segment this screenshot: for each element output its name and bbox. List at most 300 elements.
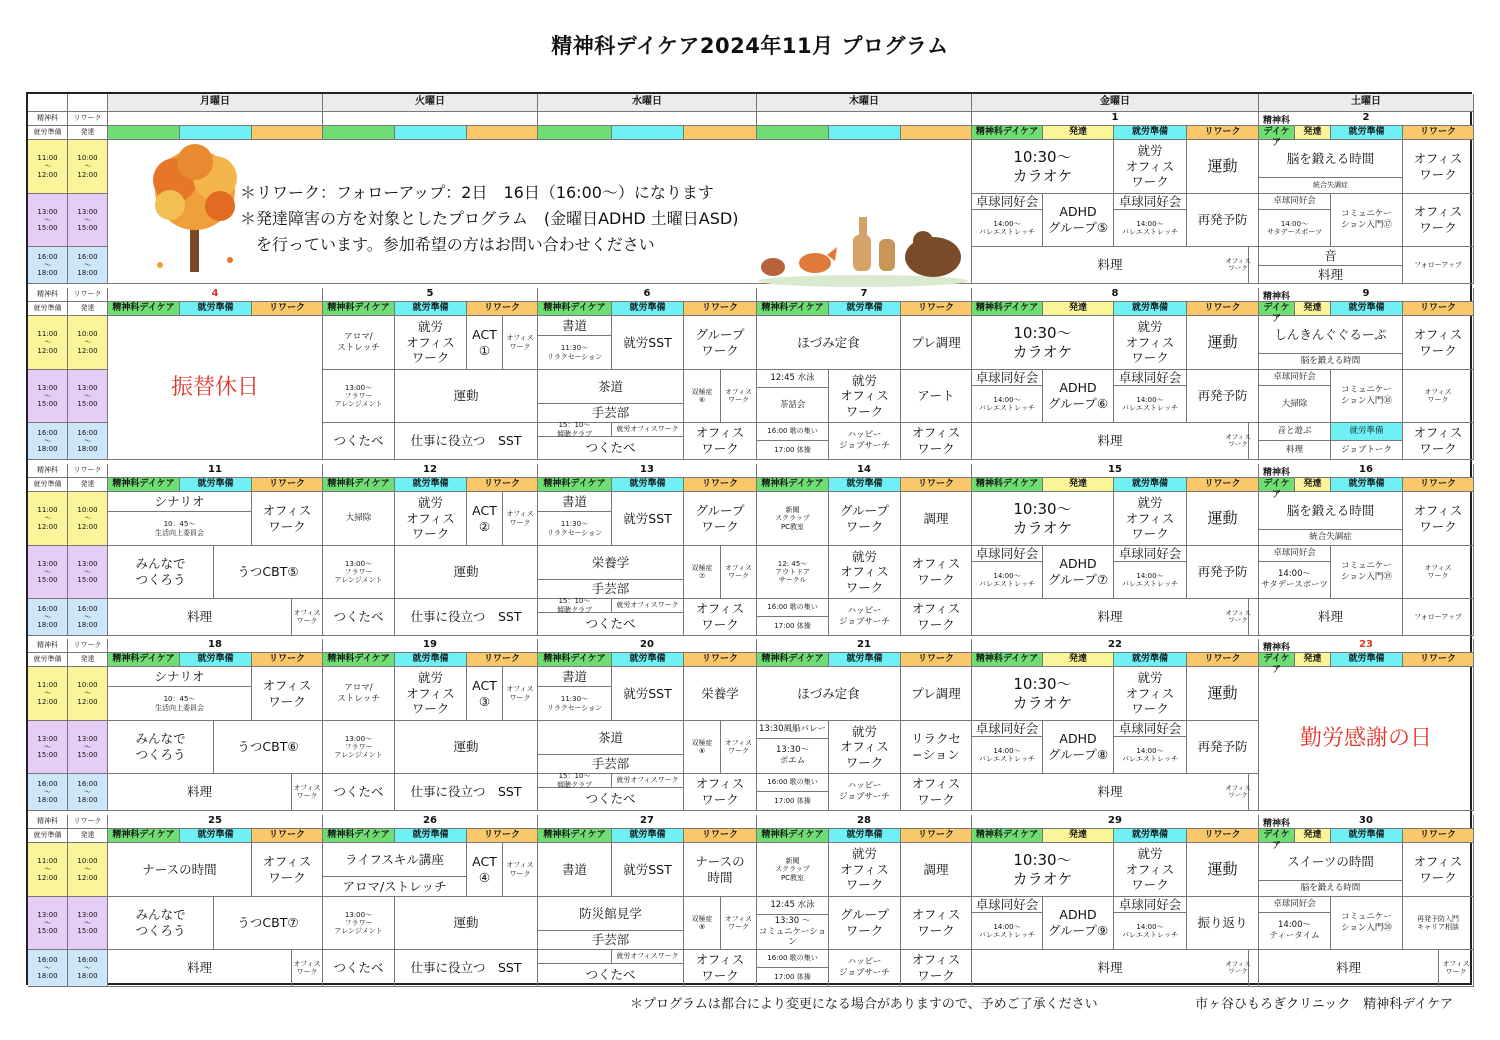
activity: 運動 <box>395 370 538 423</box>
activity: ほづみ定食 <box>757 667 901 721</box>
activity: 大掃除 <box>323 492 395 546</box>
program-label: 就労準備 <box>180 829 252 843</box>
activity: 就労 オフィス ワーク <box>1114 843 1187 897</box>
holiday-label: 勤労感謝の日 <box>1259 667 1474 811</box>
activity: 14:00〜 バレエストレッチ <box>972 913 1043 950</box>
program-label: 就労準備 <box>395 653 467 667</box>
activity: 脳を鍛える時間 <box>1259 140 1403 178</box>
activity: 料理 <box>108 774 292 811</box>
program-label: リワーク <box>467 653 538 667</box>
program-label: 精神科デイケア <box>1259 829 1295 843</box>
program-label: 精神科デイケア <box>757 478 829 492</box>
activity: 茶道 <box>538 370 684 404</box>
footer-note: ＊プログラムは都合により変更になる場合がありますので、予めご了承ください <box>630 997 1098 1012</box>
activity: 脳を鍛える時間 <box>1259 354 1403 370</box>
activity: 双極症 ⑦ <box>684 546 721 599</box>
activity: 15：10〜 傾聴クラブ <box>538 599 612 613</box>
activity: アロマ/ ストレッチ <box>323 667 395 721</box>
time-label: 11:00 〜 12:00 <box>28 843 68 897</box>
date-number: 22 <box>972 639 1259 653</box>
program-label: リワーク <box>1403 653 1474 667</box>
program-label: 発達 <box>1043 478 1114 492</box>
activity: 卓球同好会 <box>972 897 1043 913</box>
corner-cell <box>28 94 68 112</box>
activity: 料理 <box>1259 599 1403 636</box>
activity: 卓球同好会 <box>1259 370 1331 386</box>
program-label: 精神科デイケア <box>538 829 612 843</box>
activity: 14:00〜 バレエストレッチ <box>972 386 1043 423</box>
activity: うつCBT⑦ <box>214 897 323 950</box>
activity: フォローアップ <box>1403 247 1474 284</box>
day-header: 月曜日 <box>108 94 323 112</box>
activity: 就労 オフィス ワーク <box>395 492 467 546</box>
activity: 14:00〜 サタデースポーツ <box>1259 210 1331 247</box>
activity: ADHD グループ⑧ <box>1043 721 1114 774</box>
time-label: 16:00 〜 18:00 <box>28 774 68 811</box>
program-label: 精神科デイケア <box>972 829 1043 843</box>
activity: ADHD グループ⑥ <box>1043 370 1114 423</box>
activity: つくたべ <box>538 788 684 811</box>
time-label: 10:00 〜 12:00 <box>68 843 108 897</box>
activity: 11:30〜 リラクセーション <box>538 336 612 370</box>
activity: アート <box>901 370 972 423</box>
activity: 調理 <box>901 492 972 546</box>
activity: 14:00〜 ティータイム <box>1259 913 1331 950</box>
activity: 14:00〜 バレエストレッチ <box>1114 210 1187 247</box>
activity: 14:00〜 バレエストレッチ <box>972 562 1043 599</box>
program-label: 精神科デイケア <box>972 126 1043 140</box>
program-label: 精神科デイケア <box>108 829 180 843</box>
program-label: リワーク <box>467 478 538 492</box>
activity: 防災館見学 <box>538 897 684 931</box>
activity: 11:30〜 リラクセーション <box>538 512 612 546</box>
program-label: 精神科デイケア <box>323 478 395 492</box>
activity: 16:00 歌の集い <box>757 423 829 441</box>
activity: オフィス ワーク <box>1403 370 1474 423</box>
program-label: リワーク <box>1187 829 1259 843</box>
activity: オフィス ワーク <box>503 492 538 546</box>
activity: つくたべ <box>323 599 395 636</box>
activity: オフィス ワーク <box>1218 247 1259 284</box>
program-label: 精神科デイケア <box>108 302 180 316</box>
activity: 15：10〜 傾聴クラブ <box>538 774 612 788</box>
date-number: 18 <box>108 639 323 653</box>
day-header: 木曜日 <box>757 94 972 112</box>
activity: オフィス ワーク <box>1403 492 1474 546</box>
time-label: 11:00 〜 12:00 <box>28 316 68 370</box>
activity: オフィス ワーク <box>684 950 757 987</box>
time-label: 16:00 〜 18:00 <box>68 423 108 460</box>
activity: 料理 <box>1259 441 1331 460</box>
activity: 卓球同好会 <box>1259 546 1331 562</box>
activity: シナリオ <box>108 492 252 512</box>
activity: 就労 オフィス ワーク <box>1114 667 1187 721</box>
activity: 仕事に役立つ SST <box>395 950 538 987</box>
activity: 新聞 スクラップ PC教室 <box>757 492 829 546</box>
program-label: 精神科デイケア <box>757 653 829 667</box>
program-label: 精神科デイケア <box>538 478 612 492</box>
program-label: 就労準備 <box>395 478 467 492</box>
activity: 10:30〜 カラオケ <box>972 492 1114 546</box>
activity: しんきんぐぐるーぷ <box>1259 316 1403 354</box>
row-label: 発達 <box>68 829 108 843</box>
date-number: 13 <box>538 464 757 478</box>
activity: 11:30〜 リラクセーション <box>538 687 612 721</box>
activity: 料理 <box>1259 950 1439 987</box>
program-label: リワーク <box>467 302 538 316</box>
program-label: リワーク <box>684 302 757 316</box>
activity: オフィス ワーク <box>1218 423 1259 460</box>
activity: 12:45 水泳 <box>757 897 829 915</box>
program-label: 就労準備 <box>829 478 901 492</box>
activity: 手芸部 <box>538 755 684 774</box>
activity: 卓球同好会 <box>1114 370 1187 386</box>
activity: オフィス ワーク <box>1403 140 1474 194</box>
activity: 再発予防 <box>1187 546 1259 599</box>
activity: 就労 オフィス ワーク <box>829 370 901 423</box>
program-label: リワーク <box>901 653 972 667</box>
activity: ハッピー ジョブサーチ <box>829 950 901 987</box>
activity: 茶話会 <box>757 388 829 423</box>
activity: オフィス ワーク <box>1403 843 1474 897</box>
activity: グループ ワーク <box>684 316 757 370</box>
activity: ナースの 時間 <box>684 843 757 897</box>
program-label: 精神科デイケア <box>972 653 1043 667</box>
activity: つくたべ <box>538 437 684 460</box>
row-label: 精神科 <box>28 288 68 302</box>
activity: 手芸部 <box>538 580 684 599</box>
activity: つくたべ <box>538 613 684 636</box>
autumn-tree-illustration <box>140 140 250 280</box>
activity: 12:45 水泳 <box>757 370 829 388</box>
activity: オフィス ワーク <box>721 897 757 950</box>
row-label: リワーク <box>68 464 108 478</box>
activity: 卓球同好会 <box>1114 897 1187 913</box>
activity: 双極症 ⑧ <box>684 721 721 774</box>
activity: オフィス ワーク <box>901 423 972 460</box>
program-label: 精神科デイケア <box>1259 478 1295 492</box>
activity: 料理 <box>108 599 292 636</box>
time-label: 13:00 〜 15:00 <box>68 546 108 599</box>
program-label: 精神科デイケア <box>972 478 1043 492</box>
program-label: 就労準備 <box>395 302 467 316</box>
date-number <box>538 112 757 126</box>
program-label: リワーク <box>684 829 757 843</box>
time-label: 10:00 〜 12:00 <box>68 140 108 194</box>
activity: 12: 45〜 アウトドア サークル <box>757 546 829 599</box>
date-number <box>757 112 972 126</box>
program-label: 就労準備 <box>1331 126 1403 140</box>
program-color-bar <box>829 126 901 140</box>
activity: オフィス ワーク <box>1403 546 1474 599</box>
activity: 手芸部 <box>538 404 684 423</box>
date-number: 5 <box>323 288 538 302</box>
activity: 調理 <box>901 843 972 897</box>
program-label: 就労準備 <box>612 653 684 667</box>
date-number: 27 <box>538 815 757 829</box>
program-label: 精神科デイケア <box>108 653 180 667</box>
date-number: 2 <box>1259 112 1474 126</box>
activity: 卓球同好会 <box>1114 546 1187 562</box>
program-label: リワーク <box>1187 302 1259 316</box>
time-label: 16:00 〜 18:00 <box>28 599 68 636</box>
activity: 運動 <box>1187 140 1259 194</box>
activity: 就労準備 <box>1331 423 1403 441</box>
activity: 13:00〜 フラワー アレンジメント <box>323 370 395 423</box>
program-label: リワーク <box>1403 478 1474 492</box>
activity: オフィス ワーク <box>901 897 972 950</box>
time-label: 13:00 〜 15:00 <box>68 897 108 950</box>
program-label: 精神科デイケア <box>108 478 180 492</box>
activity: 10:30〜 カラオケ <box>972 667 1114 721</box>
activity: オフィス ワーク <box>1403 194 1474 247</box>
activity: 就労SST <box>612 667 684 721</box>
row-label: 発達 <box>68 653 108 667</box>
activity: グループ ワーク <box>684 492 757 546</box>
activity: オフィス ワーク <box>1403 316 1474 370</box>
program-label: 精神科デイケア <box>323 829 395 843</box>
program-label: 精神科デイケア <box>1259 302 1295 316</box>
activity: 栄養学 <box>684 667 757 721</box>
program-label: 就労準備 <box>1331 302 1403 316</box>
activity: つくたべ <box>323 774 395 811</box>
date-number: 26 <box>323 815 538 829</box>
time-label: 13:00 〜 15:00 <box>28 721 68 774</box>
program-label: 就労準備 <box>612 478 684 492</box>
activity: プレ調理 <box>901 667 972 721</box>
activity: オフィス ワーク <box>684 774 757 811</box>
activity: 振り返り <box>1187 897 1259 950</box>
activity: オフィス ワーク <box>1218 599 1259 636</box>
activity: オフィス ワーク <box>252 843 323 897</box>
program-color-bar <box>323 126 395 140</box>
activity: 運動 <box>395 721 538 774</box>
row-label: 就労準備 <box>28 829 68 843</box>
program-label: 就労準備 <box>829 829 901 843</box>
activity: 料理 <box>972 774 1249 811</box>
date-number: 6 <box>538 288 757 302</box>
row-label: リワーク <box>68 639 108 653</box>
activity: 14:00〜 バレエストレッチ <box>1114 913 1187 950</box>
date-number: 30 <box>1259 815 1474 829</box>
program-label: 発達 <box>1295 478 1331 492</box>
activity: グループ ワーク <box>829 897 901 950</box>
activity: 書道 <box>538 843 612 897</box>
activity: うつCBT⑥ <box>214 721 323 774</box>
program-label: 発達 <box>1043 126 1114 140</box>
program-label: 精神科デイケア <box>323 653 395 667</box>
program-label: 精神科デイケア <box>972 302 1043 316</box>
activity: 就労 オフィス ワーク <box>1114 140 1187 194</box>
program-label: 就労準備 <box>829 653 901 667</box>
activity: 運動 <box>1187 492 1259 546</box>
activity: オフィス ワーク <box>684 423 757 460</box>
program-label: 就労準備 <box>1114 126 1187 140</box>
program-label: 就労準備 <box>1331 653 1403 667</box>
time-label: 16:00 〜 18:00 <box>28 247 68 284</box>
activity: 17:00 体操 <box>757 792 829 811</box>
activity: 14:00〜 バレエストレッチ <box>1114 737 1187 774</box>
activity: 運動 <box>1187 667 1259 721</box>
program-color-bar <box>612 126 684 140</box>
activity: 書道 <box>538 316 612 336</box>
row-label: 就労準備 <box>28 126 68 140</box>
program-label: 発達 <box>1295 302 1331 316</box>
activity: 統合失調症 <box>1259 530 1403 546</box>
activity: 就労 オフィス ワーク <box>829 546 901 599</box>
activity: オフィス ワーク <box>1403 423 1474 460</box>
activity: アロマ/ ストレッチ <box>323 316 395 370</box>
activity: オフィス ワーク <box>252 667 323 721</box>
activity: ジョブトーク <box>1331 441 1403 460</box>
activity: 就労オフィスワーク <box>612 774 684 788</box>
program-label: 就労準備 <box>1114 829 1187 843</box>
time-label: 10:00 〜 12:00 <box>68 492 108 546</box>
activity: 14:00〜 バレエストレッチ <box>1114 562 1187 599</box>
activity: 料理 <box>972 950 1249 987</box>
activity: 17:00 体操 <box>757 617 829 636</box>
row-label: 発達 <box>68 302 108 316</box>
program-label: 就労準備 <box>1331 478 1403 492</box>
program-label: 就労準備 <box>180 302 252 316</box>
time-label: 16:00 〜 18:00 <box>28 423 68 460</box>
activity: オフィス ワーク <box>503 316 538 370</box>
activity: 再発予防 <box>1187 194 1259 247</box>
activity: オフィス ワーク <box>503 667 538 721</box>
activity: ACT ② <box>467 492 503 546</box>
date-number: 28 <box>757 815 972 829</box>
program-label: リワーク <box>1403 829 1474 843</box>
row-label: 就労準備 <box>28 478 68 492</box>
program-label: リワーク <box>252 829 323 843</box>
activity: 卓球同好会 <box>972 194 1043 210</box>
activity: 料理 <box>972 599 1249 636</box>
row-label: 発達 <box>68 478 108 492</box>
activity: 就労 オフィス ワーク <box>1114 492 1187 546</box>
time-label: 13:00 〜 15:00 <box>68 370 108 423</box>
row-label: 就労準備 <box>28 653 68 667</box>
activity: コミュニケー ション入門⑳ <box>1331 897 1403 950</box>
activity: 脳を鍛える時間 <box>1259 492 1403 530</box>
holiday-label: 振替休日 <box>108 316 323 460</box>
activity: 14:00〜 サタデースポーツ <box>1259 562 1331 599</box>
program-color-bar <box>252 126 323 140</box>
time-label: 11:00 〜 12:00 <box>28 492 68 546</box>
activity: 13:30〜 ポエム <box>757 739 829 774</box>
program-label: リワーク <box>901 302 972 316</box>
program-color-bar <box>108 126 180 140</box>
activity: コミュニケー ション入門⑰ <box>1331 194 1403 247</box>
activity: 音 <box>1259 247 1403 266</box>
row-label: リワーク <box>68 288 108 302</box>
activity: グループ ワーク <box>829 492 901 546</box>
activity: 就労 オフィス ワーク <box>395 316 467 370</box>
activity: オフィス ワーク <box>503 843 538 897</box>
program-label: リワーク <box>1187 126 1259 140</box>
program-color-bar <box>538 126 612 140</box>
program-label: リワーク <box>467 829 538 843</box>
activity: 就労SST <box>612 843 684 897</box>
activity: 料理 <box>972 247 1249 284</box>
time-label: 13:00 〜 15:00 <box>28 546 68 599</box>
activity: 双極症 ⑥ <box>684 370 721 423</box>
activity: みんなで つくろう <box>108 897 214 950</box>
activity: 卓球同好会 <box>1114 194 1187 210</box>
footer-clinic: 市ヶ谷ひもろぎクリニック 精神科デイケア <box>1195 997 1454 1012</box>
activity: つくたべ <box>323 423 395 460</box>
activity: ハッピー ジョブサーチ <box>829 423 901 460</box>
row-label: 精神科 <box>28 464 68 478</box>
date-number: 29 <box>972 815 1259 829</box>
program-label: リワーク <box>684 478 757 492</box>
activity: 茶道 <box>538 721 684 755</box>
date-number: 9 <box>1259 288 1474 302</box>
day-header: 金曜日 <box>972 94 1259 112</box>
activity: ナースの時間 <box>108 843 252 897</box>
date-number: 1 <box>972 112 1259 126</box>
program-label: リワーク <box>901 478 972 492</box>
activity: 就労オフィスワーク <box>612 423 684 437</box>
time-label: 13:00 〜 15:00 <box>28 897 68 950</box>
activity: ACT ① <box>467 316 503 370</box>
activity: 再発予防 <box>1187 370 1259 423</box>
activity: 就労オフィスワーク <box>612 950 684 964</box>
activity: オフィス ワーク <box>1218 774 1259 811</box>
activity: 16:00 歌の集い <box>757 774 829 792</box>
activity: スイーツの時間 <box>1259 843 1403 881</box>
activity: オフィス ワーク <box>1439 950 1474 987</box>
day-header: 水曜日 <box>538 94 757 112</box>
date-number: 15 <box>972 464 1259 478</box>
activity: 脳を鍛える時間 <box>1259 881 1403 897</box>
activity: オフィス ワーク <box>721 546 757 599</box>
date-number: 12 <box>323 464 538 478</box>
time-label: 16:00 〜 18:00 <box>68 950 108 987</box>
date-number <box>323 112 538 126</box>
activity: ACT ④ <box>467 843 503 897</box>
activity: ハッピー ジョブサーチ <box>829 599 901 636</box>
activity: 書道 <box>538 492 612 512</box>
activity: 統合失調症 <box>1259 178 1403 194</box>
time-label: 10:00 〜 12:00 <box>68 316 108 370</box>
activity: オフィス ワーク <box>901 546 972 599</box>
activity: 卓球同好会 <box>972 546 1043 562</box>
time-label: 11:00 〜 12:00 <box>28 140 68 194</box>
program-color-bar <box>757 126 829 140</box>
activity: 14:00〜 バレエストレッチ <box>972 210 1043 247</box>
activity: みんなで つくろう <box>108 721 214 774</box>
program-label: リワーク <box>252 478 323 492</box>
activity: つくたべ <box>323 950 395 987</box>
activity: 仕事に役立つ SST <box>395 423 538 460</box>
activity: オフィス ワーク <box>252 492 323 546</box>
activity: オフィス ワーク <box>721 721 757 774</box>
program-color-bar <box>395 126 467 140</box>
day-header: 土曜日 <box>1259 94 1474 112</box>
activity: 14:00〜 バレエストレッチ <box>1114 386 1187 423</box>
activity: 卓球同好会 <box>1259 897 1331 913</box>
activity: オフィス ワーク <box>721 370 757 423</box>
activity: コミュニケー ション入門⑲ <box>1331 546 1403 599</box>
program-label: リワーク <box>252 653 323 667</box>
program-label: 就労準備 <box>829 302 901 316</box>
program-color-bar <box>684 126 757 140</box>
date-number: 16 <box>1259 464 1474 478</box>
program-label: 精神科デイケア <box>1259 126 1295 140</box>
activity: ADHD グループ⑤ <box>1043 194 1114 247</box>
activity: 卓球同好会 <box>972 370 1043 386</box>
activity: 料理 <box>972 423 1249 460</box>
